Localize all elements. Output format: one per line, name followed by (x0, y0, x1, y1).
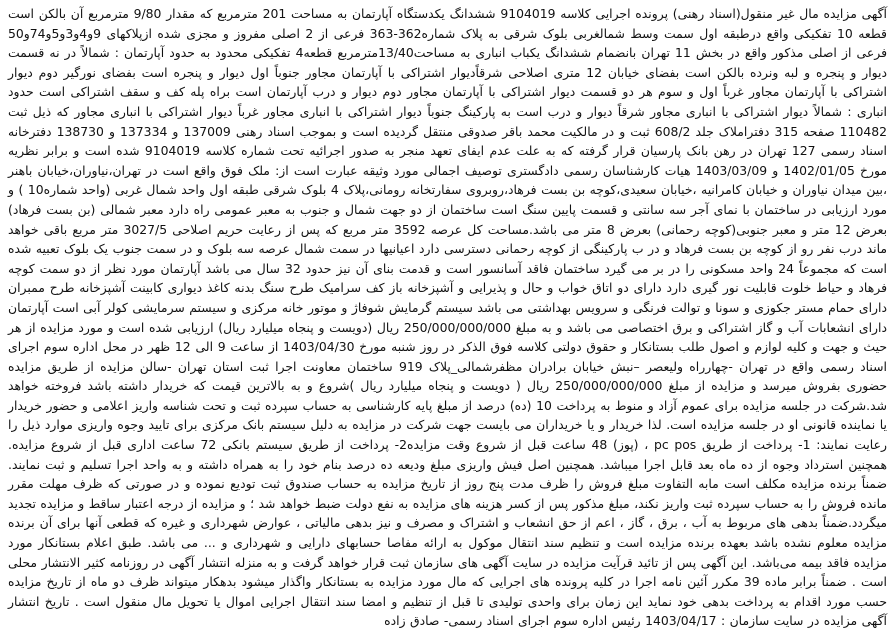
auction-notice-text: آگهی مزایده مال غیر منقول(اسناد رهنی) پرونده اجرایی کلاسه 9104019 ششدانگ یکدستگاه آپارتمان به مساحت 201 مترمربع که مقدار 9/80 مترمربع آن بالکن است قطعه 10 تفکیکی واقع درطبقه اول سمت وسط شمالغربی بلوک شرقی به پلاک شماره362-363 فرعی از 2 اصلی مفروز و مجزی شده ازپلاکهای 9و4و3و5و74و50 فرعی از اصلی مذکور واقع در بخش 11 تهران بانضمام ششدانگ یکباب انباری به مساحت13/40مترمربع قطعه4 تفکیکی محدود به حدود آپارتمان : شمالاً در نه قسمت دیوار و پنجره و لبه ونرده بالکن است بفضای خیابان 12 متری اصلاحی شرقاًدیوار اشتراکی با آپارتمان مجاور جنوباً اول دیوار و پنجره است بفضای نورگیر دوم دیوار اشتراکی با آپارتمان مجاور غرباً اول و سوم هر دو قسمت دیوار اشتراکی با آپارتمان مجاور دوم دیوار و درب آپارتمان است براه پله کف و سقف اشتراکی است حدود انباری : شمالاً دیوار اشتراکی با انباری مجاور شرقاً دیوار و درب است به پارکینگ جنوباً دیوار اشتراکی با انباری مجاور غرباً دیوار اشتراکی با انباری مجاور که ذیل ثبت 110482 صفحه 315 دفتراملاک جلد 608/2 ثبت و در مالکیت محمد باقر صدوقی منتقل گردیده است و بموجب اسناد رهنی 137009 و 137334 و 138730 دفترخانه اسناد رسمی 127 تهران در رهن بانک پارسیان قرار گرفته که به علت عدم ایفای تعهد منجر به صدور اجرائیه تحت شماره کلاسه 9104019 شده است و برابر نظریه مورخ 1402/01/05 و 1403/03/09 هیات کارشناسان رسمی دادگستری توصیف اجمالی مورد وثیقه عبارت است از: ملک فوق واقع است در تهران،نیاوران،خیابان باهنر ،بین میدان نیاوران و خیابان کامرانیه ،خیابان سعیدی،کوچه بن بست فرهاد،روبروی سفارتخانه رومانی،پلاک 4 بلوک شرقی طبقه اول واحد شمال غربی (واحد شماره10 ) و مورد ارزیابی در ساختمان با نمای آجر سه سانتی و قسمت پایین سنگ است ساختمان از دو جهت شمال و جنوب به معبر عمومی راه دارد معبر شمالی (بن بست فرهاد) بعرض 12 متر و معبر جنوبی(کوچه رحمانی) بعرض 8 متر می باشد.مساحت کل عرصه 3592 متر مربع که پس از رعایت حریم اصلاحی 3027/5 متر مربع باقی خواهد ماند درب نفر رو از کوچه بن بست فرهاد و در ب پارکینگی از کوچه رحمانی دسترسی دارد اعیانیها در سمت شمال عرصه سه بلوک و در سمت جنوب یک بلوک تعبیه شده است که مجموعاً 24 واحد مسکونی را در بر می گیرد ساختمان فاقد آسانسور است و قدمت بنای آن نیز حدود 32 سال می باشد آپارتمان مورد نظر از دو سمت کوچه فرهاد و حیاط خلوت قابلیت نور گیری دارد دارای دو اتاق خواب و حال و پذیرایی و آشپزخانه باز کف سرامیک طرح سنگ بدنه کاغذ دیواری کابینت آشپزخانه طرح ممبران دارای حمام مستر جکوزی و سونا و توالت فرنگی و سرویس بهداشتی می باشد سیستم گرمایش شوفاژ و موتور خانه مرکزی و سیستم سرمایشی کولر آبی است آپارتمان دارای انشعابات آب و گاز اشتراکی و برق اختصاصی می باشد و به مبلغ 250/000/000/000 ریال (دویست و پنجاه میلیارد ریال) ارزیابی شده است و مورد مزایده از هر حیث و جهت و کلیه لوازم و اصول طلب بستانکار و حقوق دولتی کلاسه فوق الذکر در روز شنبه مورخ 1403/04/30 از ساعت 9 الی 12 ظهر در محل اداره سوم اجرای اسناد رسمی واقع در تهران -چهارراه ولیعصر –نبش خیابان برادران مظفرشمالی_پلاک 919 ساختمان معاونت اجرا ثبت استان تهران -سالن مزایده از طریق مزایده حضوری بفروش میرسد و مزایده از مبلغ 250/000/000/000 ریال ( دویست و پنجاه میلیارد ریال )شروع و به بالاترین قیمت که خریدار داشته باشد فروخته خواهد شد.شرکت در جلسه مزایده برای عموم آزاد و منوط به پرداخت 10 (ده) درصد از مبلغ پایه کارشناسی به حساب سپرده ثبت و تحت شناسه واریز اعلامی و حضور خریدار یا نماینده قانونی او در جلسه مزایده است. لذا خریدار و یا خریداران می بایست جهت شرکت در مزایده به دلیل سیستم بانک مرکزی برای تایید وجوه واریزی موارد ذیل را رعایت نمایند: 1- پرداخت از طریق pc pos ، (پوز) 48 ساعت قبل از شروع وقت مزایده2- پرداخت از طریق سیستم بانکی 72 ساعت اداری قبل از شروع مزایده. همچنین استرداد وجوه از ده ماه بعد قابل اجرا میباشد. همچنین اصل فیش واریزی مبلغ ودیعه ده درصد بنام خود را به همراه داشته و به واحد اجرا تسلیم و ثبت نمایند. ضمناً برنده مزایده مکلف است مابه التفاوت مبلغ فروش را ظرف مدت پنج روز از تاریخ مزایده به حساب صندوق ثبت تودیع نموده و در صورتی که ظرف مهلت مقرر مانده فروش را به حساب سپرده ثبت واریز نکند، مبلغ مذکور پس از کسر هزینه های مزایده به نفع دولت ضبط خواهد شد ؛ و مزایده از درجه اعتبار ساقط و مزایده تجدید میگردد.ضمناً بدهی های مربوط به آب ، برق ، گاز ، اعم از حق انشعاب و اشتراک و مصرف و نیز بدهی مالیاتی ، عوارض شهرداری و غیره که قطعی آنها برای آن برنده مزایده معلوم نشده باشد بعهده برنده مزایده است و تنظیم سند انتقال موکول به ارائه مفاصا حسابهای دارایی و شهرداری و ... می باشد. طبق اعلام بستانکار مورد مزایده فاقد بیمه می‌باشد. این آگهی پس از تائید قرآیت مزایده در سایت آگهی های سازمان ثبت قرار خواهد گرفت و به منزله انتشار آگهی در روزنامه کثیر الانتشار محلی است . ضمناً برابر ماده 39 مکرر آئین نامه اجرا در کلیه پرونده های اجرایی که مال مورد مزایده به بستانکار واگذار میشود بدهکار میتواند ظرف دو ماه از تاریخ مزایده حسب مورد اقدام به پرداخت بدهی خود نماید این زمان برای واحدی تولیدی تا قبل از تنظیم و امضا سند انتقال اجرایی اموال یا تحویل مال منقول است . تاریخ انتشار آگهی مزایده در سایت سازمان : 1403/04/17 رئیس اداره سوم اجرای اسناد رسمی- صادق زاده (8, 6, 888, 629)
